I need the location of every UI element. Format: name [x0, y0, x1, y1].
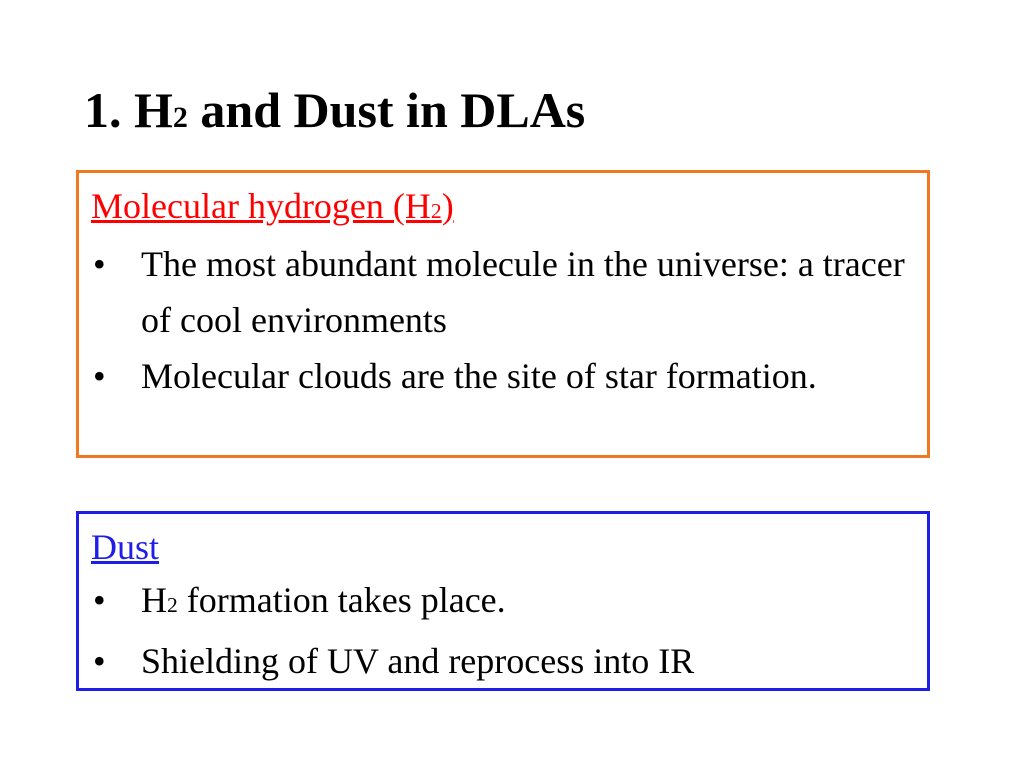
dust-heading: Dust — [91, 527, 160, 567]
bullet-text-prefix: H — [141, 580, 167, 620]
bullet-item — [91, 633, 917, 689]
heading-subscript: 2 — [430, 199, 442, 223]
molecular-hydrogen-box — [76, 170, 930, 458]
bullet-item — [91, 236, 917, 348]
heading-prefix: Molecular hydrogen (H — [91, 186, 431, 226]
bullet-item — [91, 348, 917, 404]
slide-title — [84, 80, 585, 148]
bullet-icon: • — [93, 580, 106, 620]
molecular-hydrogen-heading — [91, 181, 917, 236]
bullet-text: Molecular clouds are the site of star formation. — [141, 356, 817, 396]
bullet-text-suffix: formation takes place. — [177, 580, 506, 620]
bullet-icon: • — [93, 641, 106, 681]
heading-suffix: ) — [441, 186, 454, 226]
title-suffix: and Dust in DLAs — [187, 82, 586, 138]
bullet-text: Shielding of UV and reprocess into IR — [141, 641, 695, 681]
title-subscript: 2 — [172, 101, 188, 134]
bullet-text-subscript: 2 — [167, 593, 178, 617]
dust-bullet-list — [91, 572, 917, 689]
dust-box — [76, 511, 930, 691]
bullet-item — [91, 572, 917, 633]
title-prefix: 1. H — [84, 82, 173, 138]
bullet-text: The most abundant molecule in the universe: a tracer of cool environments — [141, 244, 905, 340]
bullet-text — [141, 580, 506, 620]
bullet-icon: • — [93, 244, 106, 284]
molecular-hydrogen-bullet-list — [91, 236, 917, 404]
bullet-icon: • — [93, 356, 106, 396]
